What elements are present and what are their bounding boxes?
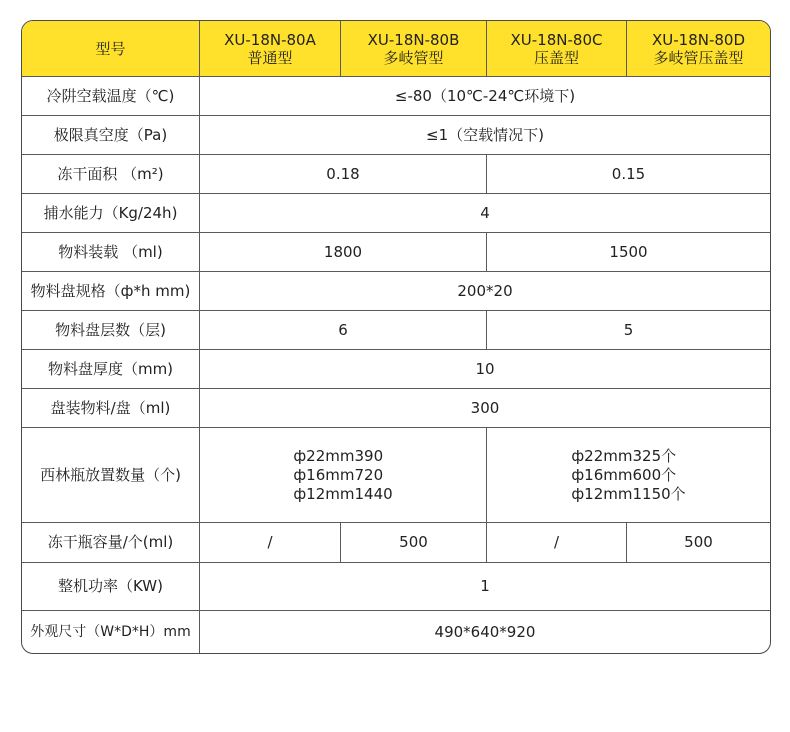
value-flask-b: 500 bbox=[341, 523, 487, 563]
row-label-flask: 冻干瓶容量/个(ml) bbox=[22, 523, 200, 563]
value-dimensions: 490*640*920 bbox=[434, 622, 536, 641]
row-label-per-tray: 盘装物料/盘（ml) bbox=[22, 389, 200, 428]
value-load-cd: 1500 bbox=[487, 233, 770, 272]
header-corner: 型号 bbox=[22, 21, 200, 77]
row-label-area: 冻干面积 （m²) bbox=[22, 155, 200, 194]
value-tray-layers-cd: 5 bbox=[487, 311, 770, 350]
header-model-b bbox=[341, 21, 487, 77]
row-label-load: 物料装载 （ml) bbox=[22, 233, 200, 272]
model-type: 多岐管压盖型 bbox=[653, 48, 744, 67]
value-cold-trap: ≤-80（10℃-24℃环境下) bbox=[200, 77, 770, 116]
value-tray-thickness: 10 bbox=[200, 350, 770, 389]
value-vacuum: ≤1（空载情况下) bbox=[200, 116, 770, 155]
value-per-tray: 300 bbox=[200, 389, 770, 428]
header-model-c bbox=[487, 21, 627, 77]
model-code: XU-18N-80A bbox=[224, 30, 316, 49]
row-label-tray-layers: 物料盘层数（层) bbox=[22, 311, 200, 350]
value-tray-spec: 200*20 bbox=[200, 272, 770, 311]
header-model-d bbox=[627, 21, 770, 77]
row-label-vacuum: 极限真空度（Pa) bbox=[22, 116, 200, 155]
value-vials-cd bbox=[487, 428, 770, 523]
spec-table bbox=[21, 20, 771, 654]
vials-list: ф22mm390 ф16mm720 ф12mm1440 bbox=[293, 446, 393, 503]
model-code: XU-18N-80B bbox=[367, 30, 460, 49]
row-label-tray-thickness: 物料盘厚度（mm) bbox=[22, 350, 200, 389]
model-type: 普通型 bbox=[247, 48, 293, 67]
model-code: XU-18N-80C bbox=[510, 30, 603, 49]
value-power: 1 bbox=[200, 563, 770, 611]
row-label-dimensions: 外观尺寸（W*D*H）mm bbox=[22, 611, 200, 653]
row-label-power: 整机功率（KW) bbox=[22, 563, 200, 611]
row-label-water-capture: 捕水能力（Kg/24h) bbox=[22, 194, 200, 233]
value-flask-a: / bbox=[200, 523, 341, 563]
row-label-tray-spec: 物料盘规格（ф*h mm) bbox=[22, 272, 200, 311]
value-area-ab: 0.18 bbox=[200, 155, 487, 194]
value-flask-d: 500 bbox=[627, 523, 770, 563]
value-load-ab: 1800 bbox=[200, 233, 487, 272]
vials-list: ф22mm325个 ф16mm600个 ф12mm1150个 bbox=[571, 446, 686, 503]
model-code: XU-18N-80D bbox=[651, 30, 746, 49]
model-type: 多岐管型 bbox=[383, 48, 444, 67]
value-tray-layers-ab: 6 bbox=[200, 311, 487, 350]
value-vials-ab bbox=[200, 428, 487, 523]
value-area-cd: 0.15 bbox=[487, 155, 770, 194]
row-label-vials: 西林瓶放置数量（个) bbox=[22, 428, 200, 523]
model-type: 压盖型 bbox=[533, 48, 579, 67]
value-flask-c: / bbox=[487, 523, 627, 563]
header-model-a bbox=[200, 21, 341, 77]
row-label-cold-trap: 冷阱空载温度（℃) bbox=[22, 77, 200, 116]
value-water-capture: 4 bbox=[200, 194, 770, 233]
